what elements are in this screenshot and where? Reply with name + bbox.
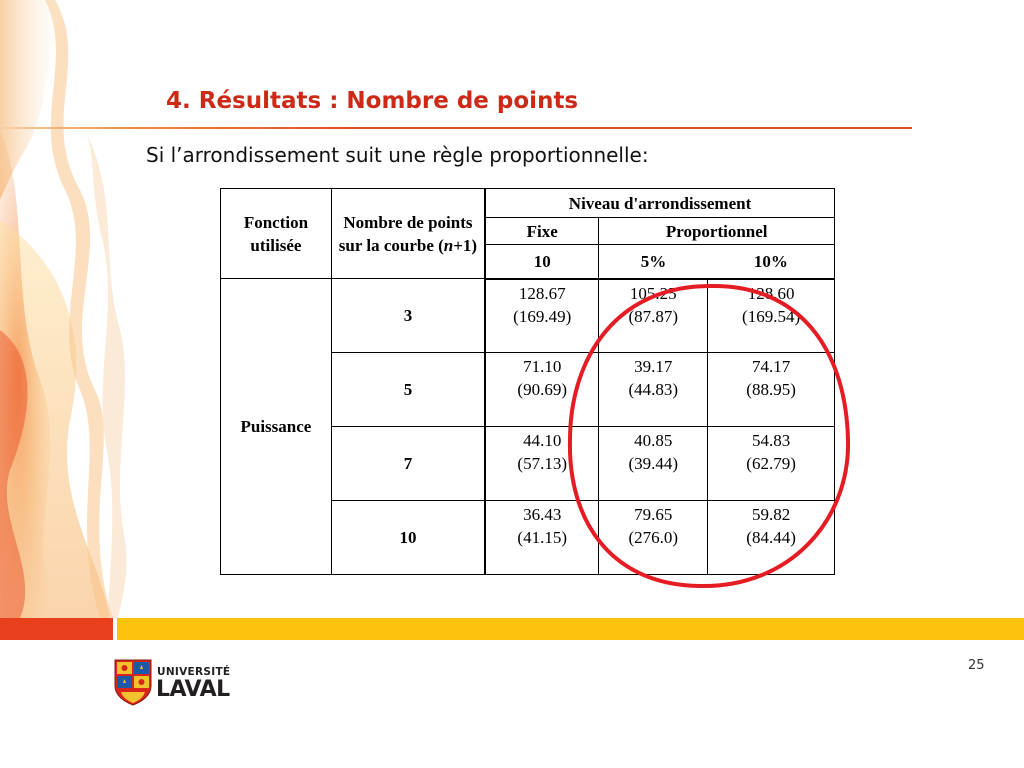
points-cell: 3 — [331, 279, 485, 353]
title-underline — [0, 127, 912, 129]
header-level-10: 10 — [485, 245, 599, 279]
header-points-variable: n — [443, 235, 454, 255]
result-deviation: (87.87) — [628, 306, 679, 326]
footer-band — [0, 618, 1024, 640]
slide-title: 4. Résultats : Nombre de points — [166, 88, 579, 114]
result-cell — [485, 279, 599, 353]
result-value: 74.17 — [751, 357, 791, 376]
table-row — [221, 279, 835, 353]
result-cell — [599, 501, 708, 575]
result-value: 59.82 — [751, 505, 791, 524]
result-deviation: (276.0) — [628, 528, 679, 547]
result-cell — [708, 353, 835, 427]
header-fixe: Fixe — [485, 218, 599, 245]
result-cell — [485, 501, 599, 575]
result-deviation: (62.79) — [746, 454, 796, 473]
points-cell: 5 — [331, 353, 485, 427]
header-points-close: +1) — [453, 235, 478, 255]
header-function: Fonction utilisée — [221, 189, 332, 279]
result-cell — [708, 279, 835, 353]
logo-line-1: UNIVERSITÉ — [157, 666, 231, 678]
result-value: 71.10 — [523, 357, 562, 376]
footer-band-yellow — [117, 618, 1024, 640]
result-cell — [708, 427, 835, 501]
result-cell — [599, 353, 708, 427]
points-cell: 10 — [331, 501, 485, 575]
result-value: 40.85 — [634, 431, 673, 450]
header-level-5pct: 5% — [599, 245, 708, 279]
slide-subtitle: Si l’arrondissement suit une règle proportionnelle: — [146, 143, 649, 167]
result-cell — [599, 427, 708, 501]
footer-band-red — [0, 618, 113, 640]
result-deviation: (169.49) — [513, 306, 572, 326]
header-points — [331, 189, 485, 279]
header-proportionnel: Proportionnel — [599, 218, 835, 245]
result-cell — [485, 427, 599, 501]
function-puissance: Puissance — [221, 279, 332, 575]
page-number: 25 — [968, 658, 985, 673]
result-deviation: (88.95) — [746, 380, 796, 399]
result-value: 44.10 — [523, 431, 562, 450]
header-level-10pct: 10% — [708, 245, 835, 279]
result-value: 128.67 — [518, 283, 566, 303]
crest-icon — [113, 658, 153, 706]
header-points-text: Nombre de points sur la courbe ( — [338, 212, 473, 255]
result-deviation: (39.44) — [628, 454, 679, 473]
result-deviation: (84.44) — [746, 528, 796, 547]
result-value: 39.17 — [634, 357, 673, 376]
result-deviation: (57.13) — [517, 454, 567, 473]
points-cell: 7 — [331, 427, 485, 501]
header-row-1 — [221, 189, 835, 218]
result-value: 79.65 — [634, 505, 673, 524]
result-value: 105.25 — [629, 283, 677, 303]
result-deviation: (41.15) — [517, 528, 567, 547]
result-cell — [485, 353, 599, 427]
result-cell — [708, 501, 835, 575]
result-value: 54.83 — [751, 431, 791, 450]
result-value: 36.43 — [523, 505, 562, 524]
universite-laval-logo — [113, 658, 243, 708]
results-table — [220, 188, 835, 575]
result-cell — [599, 279, 708, 353]
result-deviation: (44.83) — [628, 380, 679, 399]
result-value: 128.60 — [747, 283, 795, 303]
result-deviation: (90.69) — [517, 380, 567, 399]
logo-line-2: LAVAL — [156, 677, 230, 702]
header-niveau: Niveau d'arrondissement — [485, 189, 834, 218]
result-deviation: (169.54) — [742, 306, 801, 326]
